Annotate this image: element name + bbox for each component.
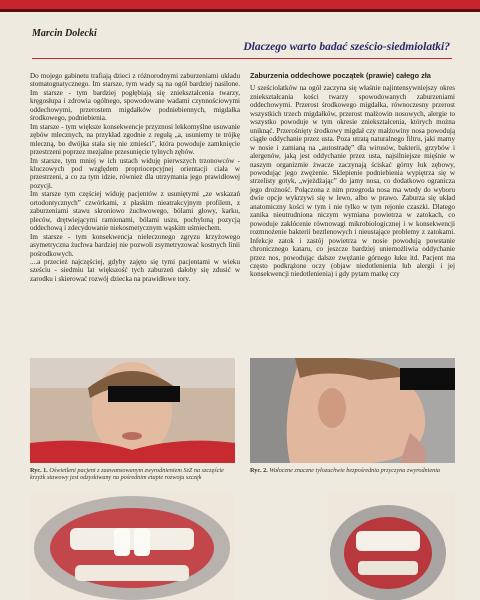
paragraph: Im starsze - tym większe konsekwencje przyznosi lekkomyślne usuwanie zębów mlecznych, na przykład zgodnie z regułą „a, usuniemy te trójkę mleczną, bo dwójka stała się nie zmieści”, która powoduje zamknięcie przestrzeni poprzez mezjalne przesunięcie tylnych zębów. — [30, 122, 240, 157]
paragraph: Im starsze, tym mniej w ich ustach widuję pierwszych trzonowców - kluczowych pod względem propriocepcyjnej orientacji ciała w przestrzeni, a co za tym idzie, również dla utrzymania jego prawidłowej pozycji. — [30, 156, 240, 190]
figure-2-photo — [250, 358, 455, 463]
paragraph: Do mojego gabinetu trafiają dzieci z różnorodnymi zaburzeniami układu stomatognatycznego. Im starsze, tym wady są na ogół bardziej nasilone. Im starsze - tym bardziej pogłębiają się zniekształcenia twarzy, kręgosłupa i zdrowia ogólnego, spowodowane wadami czynnościowymi oddechowymi, przerostem migdałków podniebiennych, migdałka środkowego, podniebienia. — [30, 72, 240, 123]
paragraph: Im starsze tym częściej widuję pacjentów z usuniętymi „ze wskazań ortodontycznych” czwórkami, z płaskim nieatrakcyjnym profilem, z zaburzeniami stawu skroniowo żuchwowego, bólami głowy, karku, pleców, drętwiejącymi ramionami, bólami uszu, pochyloną pozycją oddechową i zdecydowanie niekosmetycznym wąskim uśmiechem. — [30, 190, 240, 233]
figure-1-caption — [30, 467, 235, 481]
paragraph: U sześciolatków na ogół zaczyna się właśnie najintensywniejszy okres zniekształcania kości twarzy spowodowanych zaburzeniami oddechowymi. Przerost środkowego migdałka, równoczesny przerost wszystkich trzech migdałków, przerost małżowin nosowych, alergie to wszystko powoduje w tym okresie zniekształcenia, których można uniknąć. Przerośnięty środkowy migdał czy małżowiny nosa powodują ciągłe oddychanie przez usta. Poza utratą naturalnego filtru, jaki mamy w nosie i zamianą na „autostradę” dla wirusów, bakterii, grzybów i alergenów, jaką jest oddychanie przez usta, najsilniejsze mięśnie w naszym organizmie żwacze zaczynają ściskać górny łuk zębowy, powodując jego zwężenie. Sklepienie podniebienia wypiętrza się w strzelisty gotyk, „wjeżdżając” do jamy nosa, co dodatkowo ogranicza jego drożność. Połączona z nim przegroda nosa ma wtedy do wyboru dwie opcje wykrzywi się w lewo, albo w prawo. Zaburza się układ anatomiczny kości w tym i nie tylko w tym rejonie czaszki. Dlatego zanika nieutrudniona niczym wymiana powietrza w zatokach, co powoduje zakłócenie równowagi mikrobiologicznej i w konsekwencji rozmnożenie bakterii beztlenowych i nieustające problemy z zatokami. Infekcje zatok i zastój powietrza w nosie powodują powstanie chronicznego kataru, co jeszcze bardziej uniemożliwia oddychanie przez nos, powodując dalsze zwężanie górnego łuku itd. Pacjent ma często podkrążone oczy (objaw niedotlenienia lub alergii i jej konsekwencji niedotlenienia) i gdy pytam matkę czy — [250, 84, 455, 279]
author-name: Marcin Dolecki — [32, 28, 97, 39]
article-title: Dlaczego warto badać sześcio-siedmiolatki? — [243, 41, 450, 53]
figure-1-photo — [30, 358, 235, 463]
paragraph: ....a przecież najczęściej, gdyby zajęto się tymi pacjentami w wieku sześciu - siedmiu lat większość tych zaburzeń dałoby się zdusić w zarodku i skierować rozwój dziecka na prawidłowe tory. — [30, 257, 240, 283]
eye-censor-bar — [400, 368, 455, 390]
figure-1-label: Ryc. 1. — [30, 467, 48, 474]
paragraph: Im starsze - tym konsekwencja nieleczonego zgryzu krzyżowego asymetryczna żuchwa bardziej nie pozwoli zsymetryzować kostnych linii pośrodkowych. — [30, 232, 240, 258]
left-column — [30, 72, 240, 283]
title-rule — [32, 58, 452, 59]
figure-3-photo — [30, 493, 235, 600]
section-heading: Zaburzenia oddechowe początek (prawie) całego zła — [250, 71, 431, 80]
top-accent-bar-shadow — [0, 9, 480, 12]
figure-2-label: Ryc. 2. — [250, 467, 268, 474]
right-column — [250, 72, 455, 279]
figure-1-caption-text: Oświetleni pacjent z zaawansowanym zwyrodnieniem SzZ na szczęście krzyżk stawowy jest odzyskiwany na pośrednim etapie rozwoju szczęk — [30, 467, 224, 482]
eye-censor-bar — [108, 386, 180, 402]
figure-2-caption — [250, 467, 455, 474]
top-accent-bar — [0, 0, 480, 9]
figure-4-photo — [328, 493, 455, 600]
figure-2-caption-text: Wałoczne znaczne tyłozuchwie bezpośrednia przyczyna zwyrodnienia — [269, 467, 441, 474]
